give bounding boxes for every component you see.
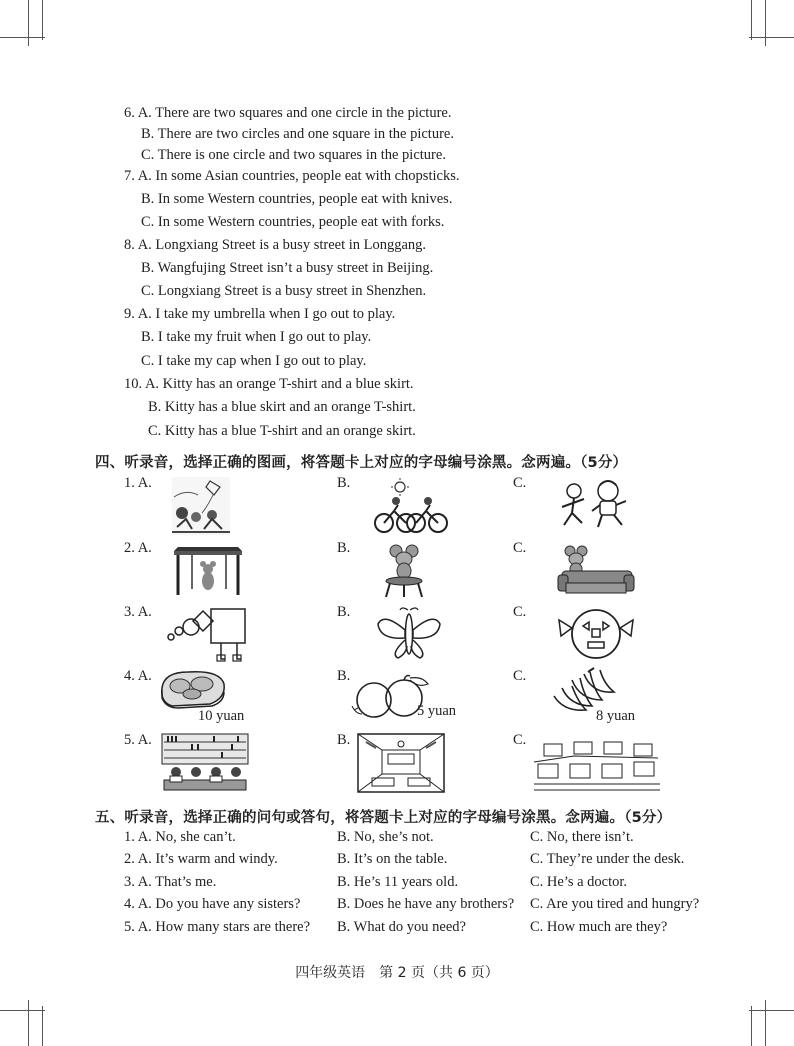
option-c: C. Kitty has a blue T-shirt and an orange skirt. xyxy=(148,423,416,439)
s5-q1-option-b: B. No, she’s not. xyxy=(337,829,434,845)
s5-q2-option-c: C. They’re under the desk. xyxy=(530,851,685,867)
bike-riding-picture xyxy=(372,477,448,535)
row4-label-a: 4. A. xyxy=(124,668,152,684)
s5-q4-option-b: B. Does he have any brothers? xyxy=(337,896,515,912)
row2-label-a: 2. A. xyxy=(124,540,152,556)
question-number: 10. xyxy=(124,376,145,392)
s5-q3-option-c: C. He’s a doctor. xyxy=(530,874,628,890)
row2-label-c: C. xyxy=(513,540,527,556)
s5-q1-option-a: 1. A. No, she can’t. xyxy=(124,829,236,845)
option-a: A. Longxiang Street is a busy street in Longgang. xyxy=(137,237,427,253)
question-number: 8. xyxy=(124,237,138,253)
row5-label-c: C. xyxy=(513,732,527,748)
crop-mark xyxy=(765,1000,766,1046)
running-kids-picture xyxy=(556,477,632,535)
crop-mark xyxy=(0,1010,45,1011)
s5-q5-option-b: B. What do you need? xyxy=(337,919,466,935)
row4-label-b: B. xyxy=(337,668,351,684)
option-b: B. Wangfujing Street isn’t a busy street in Beijing. xyxy=(141,260,434,276)
option-c: C. Longxiang Street is a busy street in Shenzhen. xyxy=(141,283,427,299)
kite-park-picture xyxy=(172,477,230,535)
row5-label-a: 5. A. xyxy=(124,732,152,748)
option-a: A. Kitty has an orange T-shirt and a blue skirt. xyxy=(144,376,414,392)
s5-q4-option-a: 4. A. Do you have any sisters? xyxy=(124,896,301,912)
crop-mark xyxy=(765,0,766,46)
crop-mark xyxy=(28,1000,29,1046)
row1-label-a: 1. A. xyxy=(124,475,152,491)
meat-picture xyxy=(158,668,228,712)
shapes-robot-picture xyxy=(165,607,251,663)
section-4-title: 四、听录音，选择正确的图画，将答题卡上对应的字母编号涂黑。念两遍。（5分） xyxy=(95,455,628,471)
crop-mark xyxy=(751,1006,752,1046)
s5-q4-option-c: C. Are you tired and hungry? xyxy=(530,896,700,912)
row4-label-c: C. xyxy=(513,668,527,684)
row1-label-b: B. xyxy=(337,475,351,491)
s5-q3-option-b: B. He’s 11 years old. xyxy=(337,874,459,890)
question-number: 9. xyxy=(124,306,138,322)
library-picture xyxy=(162,734,248,792)
row2-label-b: B. xyxy=(337,540,351,556)
option-a: A. In some Asian countries, people eat with chopsticks. xyxy=(137,168,460,184)
mouse-on-stool-picture xyxy=(376,543,432,599)
price-a: 10 yuan xyxy=(198,708,245,724)
crop-mark xyxy=(0,37,45,38)
crop-mark xyxy=(751,0,752,40)
butterfly-picture xyxy=(374,606,444,662)
mouse-on-sofa-picture xyxy=(556,545,634,597)
s5-q5-option-a: 5. A. How many stars are there? xyxy=(124,919,311,935)
computer-room-picture xyxy=(534,740,660,792)
section-5-title: 五、听录音，选择正确的问句或答句，将答题卡上对应的字母编号涂黑。念两遍。（5分） xyxy=(95,810,672,826)
s5-q3-option-a: 3. A. That’s me. xyxy=(124,874,217,890)
crop-mark xyxy=(42,1006,43,1046)
option-c: C. I take my cap when I go out to play. xyxy=(141,353,367,369)
price-c: 8 yuan xyxy=(596,708,636,724)
row1-label-c: C. xyxy=(513,475,527,491)
crop-mark xyxy=(749,1010,794,1011)
option-b: B. In some Western countries, people eat with knives. xyxy=(141,191,453,207)
question-number: 6. xyxy=(124,105,138,121)
s5-q1-option-c: C. No, there isn’t. xyxy=(530,829,634,845)
mouse-under-table-picture xyxy=(170,545,246,597)
crop-mark xyxy=(42,0,43,40)
s5-q2-option-a: 2. A. It’s warm and windy. xyxy=(124,851,278,867)
crop-mark xyxy=(749,37,794,38)
option-c: C. There is one circle and two squares in the picture. xyxy=(141,147,446,163)
option-b: B. There are two circles and one square in the picture. xyxy=(141,126,454,142)
price-b: 5 yuan xyxy=(417,703,457,719)
row3-label-c: C. xyxy=(513,604,527,620)
row5-label-b: B. xyxy=(337,732,351,748)
question-number: 7. xyxy=(124,168,138,184)
s5-q2-option-b: B. It’s on the table. xyxy=(337,851,448,867)
page-footer: 四年级英语 第 2 页（共 6 页） xyxy=(295,965,499,981)
row3-label-b: B. xyxy=(337,604,351,620)
row3-label-a: 3. A. xyxy=(124,604,152,620)
shape-face-picture xyxy=(555,606,637,662)
option-a: A. There are two squares and one circle in the picture. xyxy=(137,105,452,121)
crop-mark xyxy=(28,0,29,46)
dining-hall-picture xyxy=(358,734,444,792)
option-b: B. Kitty has a blue skirt and an orange T-shirt. xyxy=(148,399,416,415)
option-a: A. I take my umbrella when I go out to play. xyxy=(137,306,396,322)
option-c: C. In some Western countries, people eat with forks. xyxy=(141,214,445,230)
option-b: B. I take my fruit when I go out to play. xyxy=(141,329,372,345)
s5-q5-option-c: C. How much are they? xyxy=(530,919,668,935)
